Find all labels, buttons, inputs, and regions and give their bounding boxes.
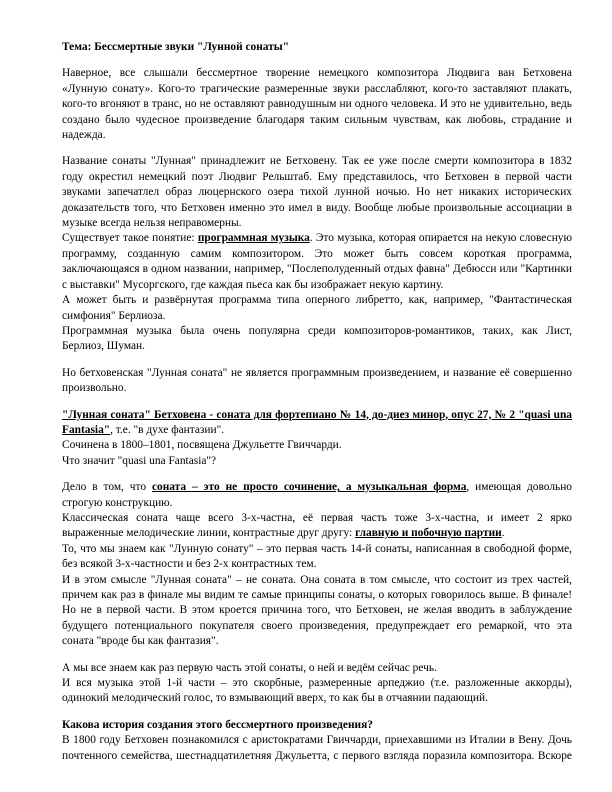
text-line: произвольно. [62, 382, 127, 395]
text-line: Существует такое понятие: программная музыка. Это музыка, которая опирается на некую словесную [62, 232, 572, 245]
sonata-heading-link[interactable]: "Лунная соната" Бетховена - соната для фортепиано № 14, до-диез минор, опус 27, № 2 "quasi una [62, 408, 572, 421]
text-line: одинокий мелодический голос, то взмывающий вверх, то как бы в отчаянии падающий. [62, 692, 488, 705]
program-music-paragraph [62, 231, 572, 293]
sonata-form-paragraph [62, 480, 572, 511]
text-line: музыке всегда нельзя неправомерны. [62, 217, 242, 230]
history-heading: Какова история создания этого бессмертного произведения? [62, 718, 373, 731]
text-line: И вся музыка этой 1-й части – это скорбные, размеренные арпеджио (т.е. разложенные аккорды), [62, 677, 572, 690]
text-line: доказательств того, что Бетховен именно это имел в виду. Вообще любые произвольные ассоциации в [62, 201, 572, 214]
text-line: Название сонаты "Лунная" принадлежит не Бетховену. Так ее уже после смерти композитора в 1832 [62, 155, 572, 168]
text-line: выраженные мелодические линии, контрастные друг другу: главную и побочную партии. [62, 527, 505, 540]
text-line: Классическая соната чаще всего 3-х-частна, её первая часть тоже 3-х-частна, и имеет 2 ярко [62, 511, 572, 524]
sonata-name-paragraph [62, 154, 572, 231]
composed-line: Сочинена в 1800–1801, посвящена Джульетте Гвиччарди. [62, 439, 342, 452]
text-line: Дело в том, что соната – это не просто сочинение, а музыкальная форма, имеющая довольно [62, 481, 572, 494]
text-line: В 1800 году Бетховен познакомился с аристократами Гвиччарди, приехавшими из Италии в Вену. Дочь [62, 734, 572, 747]
text-line: заключающаяся в одном названии, например, "Послеполуденный отдых фавна" Дебюсси или "Картинки [62, 263, 572, 276]
text-line: Fantasia", т.е. "в духе фантазии". [62, 423, 225, 436]
intro-paragraph [62, 66, 572, 143]
text-line: кого-то вгоняют в транс, но не оставляют равнодушным ни одного человека. И это не удивительно, ведь [62, 98, 572, 111]
sonata-heading [62, 408, 572, 439]
classic-sonata-paragraph [62, 511, 572, 542]
text-line: Наверное, все слышали бессмертное творение немецкого композитора Людвига ван Бетховена [62, 67, 572, 80]
text-line: «Лунную сонату». Кого-то трагические размеренные звуки расслабляют, кого-то заставляют плакать, [62, 82, 572, 95]
text-line: Программная музыка была очень популярна среди композиторов-романтиков, таких, как Лист, [62, 324, 572, 337]
text-line: почтенного семейства, шестнадцатилетняя Джульетта, с первого взгляда поразила композитора. Вскоре [62, 749, 572, 762]
text-line: надежда. [62, 129, 106, 142]
not-program-paragraph [62, 366, 572, 397]
sonata-form-link[interactable]: соната – это не просто сочинение, а музыкальная форма [151, 481, 467, 494]
text-line: То, что мы знаем как "Лунную сонату" – это первая часть 14-й сонаты, написанная в свободной форме, [62, 542, 572, 555]
music-paragraph [62, 676, 572, 707]
text-line: программу, созданную самим композитором. Это может быть совсем короткая программа, [62, 247, 572, 260]
text-line: симфония" Берлиоза. [62, 309, 166, 322]
program-music-link[interactable]: программная музыка [197, 232, 310, 245]
text-line: создано было чудесное произведение благодаря таким сильным чувствам, как любовь, страдание и [62, 113, 572, 126]
moonlight-first-part-paragraph [62, 542, 572, 573]
text-line: году окрестил немецкий поэт Людвиг Рельштаб. Ему представилось, что Бетховен в первой части [62, 170, 572, 183]
text-line: с выставки" Мусоргского, где каждая пьеса как бы изображает некую картину. [62, 278, 444, 291]
sonata-heading-link-end[interactable]: Fantasia" [62, 423, 111, 436]
quasi-question: Что значит "quasi una Fantasia"? [62, 454, 217, 467]
text-line: без всякой 3-х-частности и без 2-х контрастных тем. [62, 558, 317, 571]
text-line: Берлиоз, Шуман. [62, 340, 145, 353]
document-page [62, 40, 572, 764]
text-line: будущего потенциального покупателя своего произведения, предупреждает его ремаркой, что эта [62, 619, 572, 632]
text-line: строгую конструкцию. [62, 496, 173, 509]
first-part-line: А мы все знаем как раз первую часть этой сонаты, о ней и ведём сейчас речь. [62, 661, 437, 674]
sense-paragraph [62, 573, 572, 650]
romantics-paragraph [62, 324, 572, 355]
text-line: А может быть и развёрнутая программа типа оперного либретто, как, например, "Фантастическая [62, 294, 572, 307]
text-line: соната "вроде бы как фантазия". [62, 635, 219, 648]
history-paragraph [62, 733, 572, 764]
libretto-paragraph [62, 293, 572, 324]
text-line: Но бетховенская "Лунная соната" не является программным произведением, и название её совершенно [62, 366, 572, 379]
text-line: причем как раз в финале мы видим те самые принципы сонаты, о которых говорилось выше. В финале! [62, 589, 572, 601]
document-title: Тема: Бессмертные звуки "Лунной сонаты" [62, 41, 290, 53]
text-line: звуками запечатлел образ люцернского озера тихой лунной ночью. Но нет никаких исторических [62, 186, 572, 199]
text-line: И в этом смысле "Лунная соната" – не соната. Она соната в том смысле, что состоит из трех частей, [62, 573, 572, 586]
text-line: Но не в первой части. В этом кроется причина того, что Бетховен, не желая вводить в заблуждение [62, 604, 572, 617]
main-secondary-parts-link[interactable]: главную и побочную партии [355, 527, 502, 540]
